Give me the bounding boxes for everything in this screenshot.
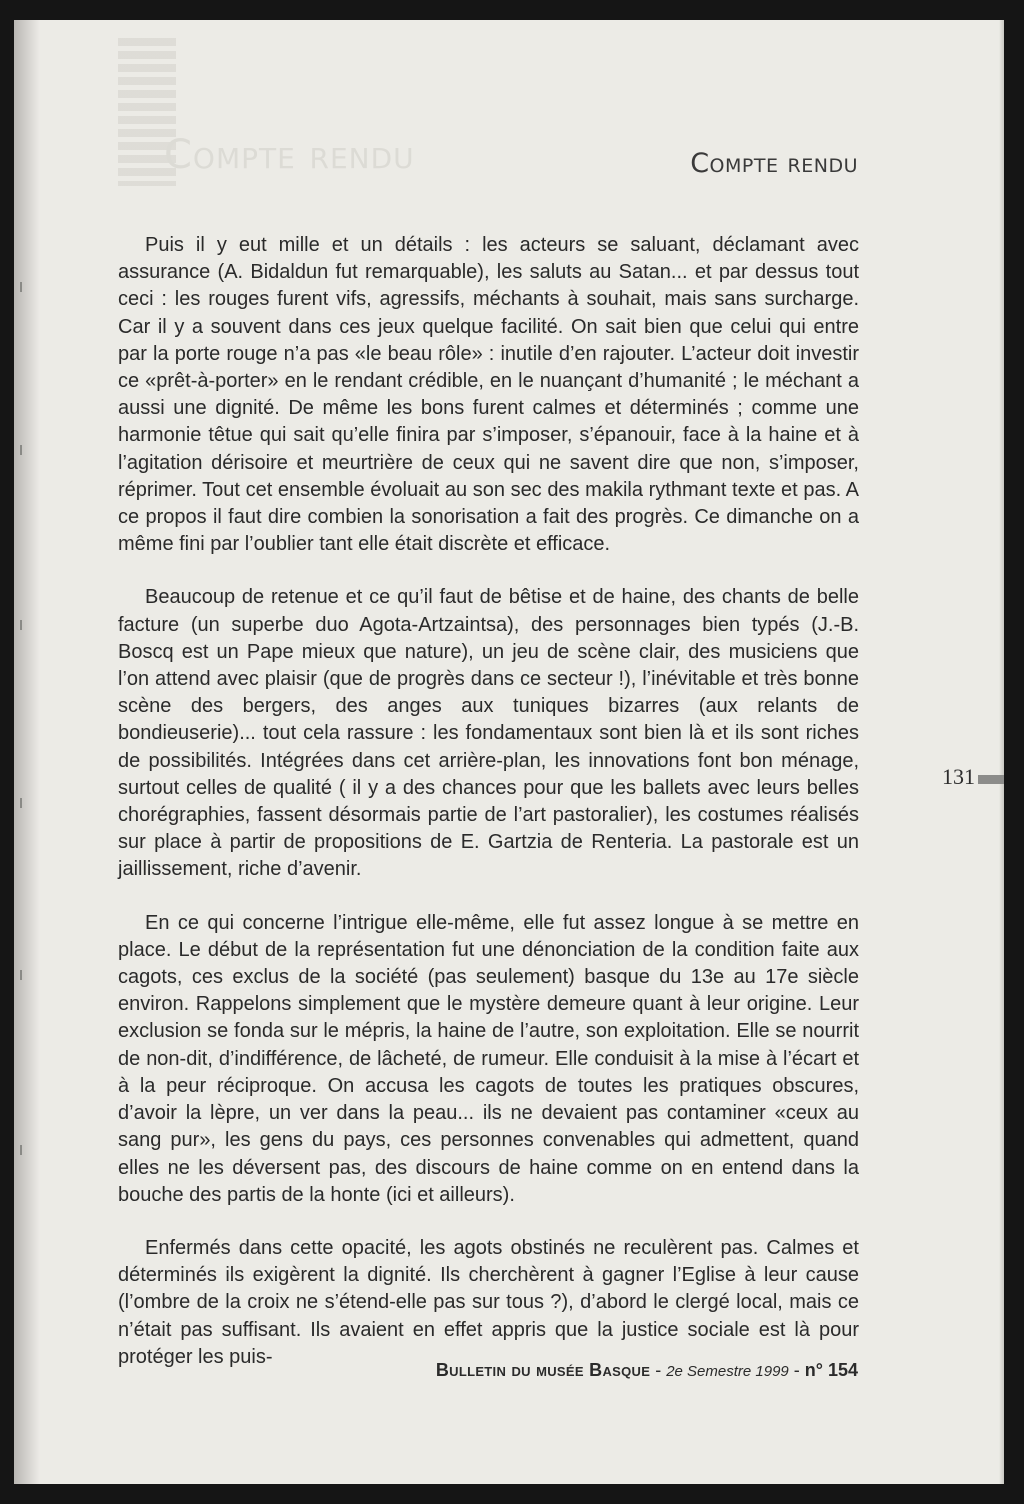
footer-separator: - <box>650 1360 667 1380</box>
binding-stitch <box>20 1145 22 1155</box>
paragraph: Puis il y eut mille et un détails : les acteurs se saluant, déclamant avec assurance (A. Bidaldun fut remarquable), les saluts au Satan... et par dessus tout ceci : les rouges furent vifs, agressifs, méchants à souhait, mais sans surcharge. Car il y a souvent dans ces jeux quelque facilité. On sait bien que celui qui entre par la porte rouge n’a pas «le beau rôle» : inutile d’en rajouter. L’acteur doit investir ce «prêt-à-porter» en le rendant crédible, en le nuançant d’humanité ; le méchant a aussi une dignité. De même les bons furent calmes et déterminés ; comme une harmonie têtue qui sait qu’elle finira par s’imposer, s’épanouir, face à la haine et à l’agitation dérisoire et meurtrière de ceux qui ne savent dire que non, s’imposer, réprimer. Tout cet ensemble évoluait au son sec des makila rythmant texte et pas. A ce propos il faut dire combien la sonorisation a fait des progrès. Ce dimanche on a même fini par l’oublier tant elle était discrète et efficace. <box>118 234 859 556</box>
page-number: 131 <box>942 764 975 789</box>
show-through-heading: Compte rendu <box>164 132 415 178</box>
article-body <box>118 232 859 1397</box>
paragraph: Beaucoup de retenue et ce qu’il faut de bêtise et de haine, des chants de belle facture (un superbe duo Agota-Artzaintsa), des personnages bien typés (J.-B. Boscq est un Pape mieux que nature), un jeu de scène clair, des musiciens que l’on attend avec plaisir (que de progrès dans ce secteur !), l’inévitable et très bonne scène des bergers, des anges aux tuniques bizarres (aux relants de bondieuserie)... tout cela rassure : les fondamentaux sont bien là et ils sont riches de possibilités. Intégrées dans cet arrière-plan, les innovations font bon ménage, surtout celles de qualité ( il y a des chances pour que les ballets avec leurs belles chorégraphies, fassent désormais partie de l’art pastoralier), les costumes réalisés sur place à partir de propositions de E. Gartzia de Renteria. La pastorale est un jaillissement, riche d’avenir. <box>118 586 859 881</box>
page-edge <box>999 20 1004 1484</box>
binding-stitch <box>20 620 22 630</box>
paragraph: Enfermés dans cette opacité, les agots obstinés ne reculèrent pas. Calmes et déterminés ils exigèrent la dignité. Ils cherchèrent à gagner l’Eglise à leur cause (l’ombre de la croix ne s’étend-elle pas sur tous ?), d’abord le clergé local, mais ce n’était pas suffisant. Ils avaient en effet appris que la justice sociale est là pour protéger les puis- <box>118 1236 859 1368</box>
running-header: Compte rendu <box>690 148 858 179</box>
page-footer <box>436 1360 858 1381</box>
binding-stitch <box>20 445 22 455</box>
footer-semester: 2e Semestre 1999 <box>666 1363 789 1380</box>
footer-publication: Bulletin du musée Basque <box>435 1360 651 1380</box>
gutter-shadow <box>14 20 40 1484</box>
book-page <box>14 20 1004 1484</box>
footer-issue: n° 154 <box>804 1360 858 1380</box>
footer-separator: - <box>788 1360 805 1380</box>
paragraph: En ce qui concerne l’intrigue elle-même, elle fut assez longue à se mettre en place. Le début de la représentation fut une dénonciation de la condition faite aux cagots, ces exclus de la société (pas seulement) basque du 13e au 17e siècle environ. Rappelons simplement que le mystère demeure quant à leur origine. Leur exclusion se fonda sur le mépris, la haine de l’autre, son exploitation. Elle se nourrit de non-dit, d’indifférence, de lâcheté, de rumeur. Elle conduisit à la mise à l’écart et à la peur réciproque. On accusa les cagots de toutes les pratiques obscures, d’avoir la lèpre, un ver dans la peau... ils ne devaient pas contaminer «ceux au sang pur», les gens du pays, ces personnes convenables qui admettent, quand elles ne les déversent pas, des discours de haine comme on en entend dans la bouche des partis de la honte (ici et ailleurs). <box>118 911 859 1206</box>
binding-stitch <box>20 282 22 292</box>
binding-stitch <box>20 970 22 980</box>
binding-stitch <box>20 798 22 808</box>
page-marker-bar <box>978 775 1004 784</box>
